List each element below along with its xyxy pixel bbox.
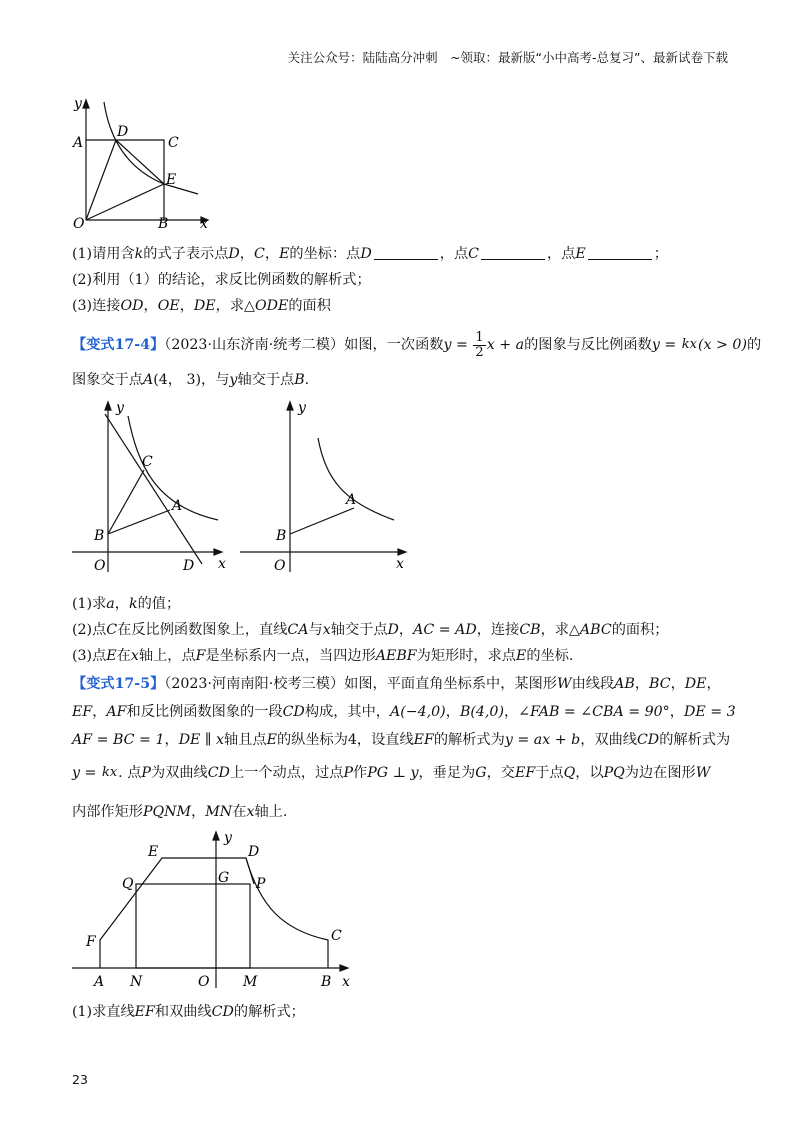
fraction-k-over-x: kx [681, 337, 697, 352]
q1-part3: (3)连接OD，OE，DE，求△ODE的面积 [72, 298, 331, 314]
blank-C[interactable] [481, 246, 545, 260]
fig1-label-B: B [158, 216, 169, 232]
fig4-label-x: x [342, 974, 350, 990]
q1-part1: (1)请用含k的式子表示点D，C，E的坐标：点D ，点C ，点E ； [72, 246, 668, 262]
fig4-label-F: F [86, 934, 96, 950]
variant-17-5-line5: 内部作矩形PQNM，MN在x轴上. [72, 804, 288, 820]
fig4-label-D: D [248, 844, 260, 860]
figure-square-hyperbola [70, 92, 220, 232]
variant-tag: 【变式17-4】 [72, 337, 165, 353]
fig1-label-O: O [73, 216, 85, 232]
fig1-label-x: x [200, 216, 208, 232]
fig2-label-x: x [218, 556, 226, 572]
fig3-label-O: O [274, 558, 286, 574]
figure-line-hyperbola-right [234, 396, 414, 578]
fig4-label-P: P [256, 876, 266, 892]
page-header: 关注公众号：陆陆高分冲刺 ~领取：最新版“小中高考-总复习”、最新试卷下载 [287, 50, 728, 65]
q1-part2: (2)利用（1）的结论，求反比例函数的解析式； [72, 272, 371, 288]
fig2-label-D: D [183, 558, 195, 574]
fig2-label-O: O [94, 558, 106, 574]
fig4-label-y: y [224, 830, 232, 846]
fig4-label-E: E [148, 844, 159, 860]
fig1-label-y: y [74, 96, 82, 112]
fig3-label-y: y [298, 400, 306, 416]
variant-17-5-line4: y = kx. 点P为双曲线CD上一个动点，过点P作PG ⊥ y，垂足为G，交EF于点Q，以PQ为边在图形W [72, 765, 711, 781]
fig3-label-B: B [276, 528, 287, 544]
fig2-label-y: y [116, 400, 124, 416]
fig4-label-G: G [218, 870, 230, 886]
fraction-half: $\frac{1}{2}$ [475, 329, 484, 360]
fig4-label-B: B [321, 974, 332, 990]
fig1-label-C: C [168, 135, 179, 151]
figure-line-hyperbola-left [70, 396, 235, 578]
fig2-label-C: C [142, 454, 153, 470]
variant-tag: 【变式17-5】 [72, 676, 165, 692]
q2-part1: (1)求a，k的值； [72, 596, 181, 612]
fig3-label-A: A [346, 492, 357, 508]
fig4-label-N: N [130, 974, 143, 990]
variant-17-5-line3: AF = BC = 1，DE ∥ x轴且点E的纵坐标为4，设直线EF的解析式为y = ax + b，双曲线CD的解析式为 [72, 732, 731, 748]
page-number: 23 [72, 1072, 88, 1087]
fig3-label-x: x [396, 556, 404, 572]
blank-D[interactable] [374, 246, 438, 260]
fig4-label-A: A [94, 974, 105, 990]
fig2-label-B: B [94, 528, 105, 544]
blank-E[interactable] [588, 246, 652, 260]
variant-17-5-line1: 【变式17-5】（2023·河南南阳·校考三模）如图，平面直角坐标系中，某图形W由线段AB，BC，DE， [72, 676, 721, 692]
variant-17-4-line2: 图象交于点A(4， 3)，与y轴交于点B. [72, 372, 310, 388]
figure-shape-W [70, 826, 360, 992]
fraction-k-over-x-2: kx [101, 765, 118, 780]
fig4-label-C: C [331, 928, 342, 944]
fig1-label-E: E [166, 172, 177, 188]
fig4-label-M: M [243, 974, 258, 990]
q2-part2: (2)点C在反比例函数图象上，直线CA与x轴交于点D，AC = AD，连接CB，求△ABC的面积； [72, 622, 669, 638]
variant-17-5-line2: EF，AF和反比例函数图象的一段CD构成，其中，A(−4,0)，B(4,0)，∠FAB = ∠CBA = 90°，DE = 3 [72, 704, 736, 720]
fig4-label-O: O [198, 974, 210, 990]
fig1-label-D: D [117, 124, 129, 140]
q3-part1: (1)求直线EF和双曲线CD的解析式； [72, 1004, 305, 1020]
fig2-label-A: A [172, 498, 183, 514]
fig1-label-A: A [73, 135, 84, 151]
variant-17-4-line1: 【变式17-4】（2023·山东济南·统考二模）如图，一次函数y = $\frac{1}{2}$ x + a的图象与反比例函数y = kx(x > 0)的 [72, 329, 762, 360]
fig4-label-Q: Q [122, 876, 134, 892]
q2-part3: (3)点E在x轴上，点F是坐标系内一点，当四边形AEBF为矩形时，求点E的坐标. [72, 648, 574, 664]
